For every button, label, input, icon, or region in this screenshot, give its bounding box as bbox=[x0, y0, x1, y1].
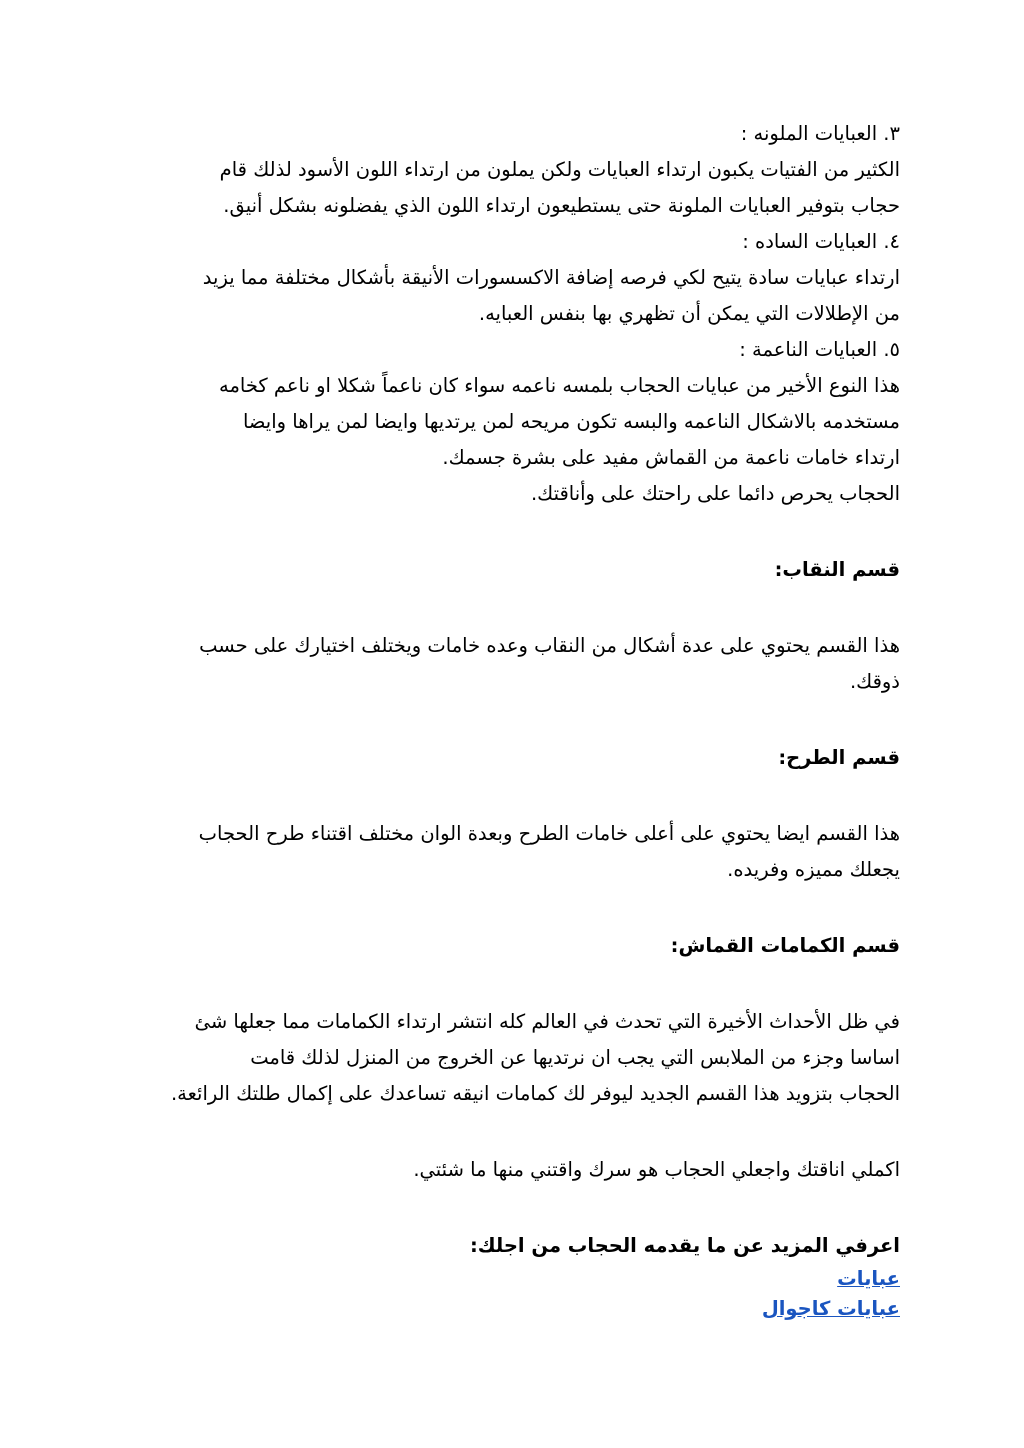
spacer bbox=[120, 964, 900, 1004]
more-heading: اعرفي المزيد عن ما يقدمه الحجاب من اجلك: bbox=[469, 1234, 900, 1257]
tarha-heading: قسم الطرح: bbox=[778, 746, 900, 769]
section-soft-line: الحجاب يحرص دائما على راحتك على وأناقتك. bbox=[530, 482, 900, 505]
section-soft-line: هذا النوع الأخير من عبايات الحجاب بلمسه ناعمه سواء كان ناعماً شكلا او ناعم كخامه bbox=[219, 374, 900, 397]
spacer bbox=[120, 1188, 900, 1228]
tarha-line: هذا القسم ايضا يحتوي على أعلى خامات الطرح وبعدة الوان مختلف اقتناء طرح الحجاب bbox=[198, 822, 900, 845]
link-casual-abayas[interactable]: عبايات كاجوال bbox=[761, 1297, 900, 1320]
masks-line: اساسا وجزء من الملابس التي يجب ان نرتديها عن الخروج من المنزل لذلك قامت bbox=[250, 1046, 900, 1069]
spacer bbox=[120, 888, 900, 928]
spacer bbox=[120, 1112, 900, 1152]
section-plain-line: من الإطلالات التي يمكن أن تظهري بها بنفس العبايه. bbox=[478, 302, 900, 325]
masks-heading: قسم الكمامات القماش: bbox=[670, 934, 900, 957]
related-links bbox=[120, 1264, 900, 1324]
section-soft-title: ٥. العبايات الناعمة : bbox=[739, 338, 900, 361]
section-plain-line: ارتداء عبايات سادة يتيح لكي فرصه إضافة الاكسسورات الأنيقة بأشكال مختلفة مما يزيد bbox=[202, 266, 900, 289]
spacer bbox=[120, 700, 900, 740]
masks-line: في ظل الأحداث الأخيرة التي تحدث في العالم كله انتشر ارتداء الكمامات مما جعلها شئ bbox=[194, 1010, 900, 1033]
spacer bbox=[120, 776, 900, 816]
niqab-heading: قسم النقاب: bbox=[774, 558, 900, 581]
section-soft-line: مستخدمه بالاشكال الناعمه والبسه تكون مريحه لمن يرتديها وايضا لمن يراها وايضا bbox=[242, 410, 900, 433]
tarha-line: يجعلك مميزه وفريده. bbox=[727, 858, 900, 881]
spacer bbox=[120, 588, 900, 628]
section-plain-title: ٤. العبايات الساده : bbox=[742, 230, 900, 253]
link-abayas[interactable]: عبايات bbox=[837, 1267, 900, 1290]
section-colored-title: ٣. العبايات الملونه : bbox=[740, 122, 900, 145]
niqab-line: هذا القسم يحتوي على عدة أشكال من النقاب وعده خامات ويختلف اختيارك على حسب bbox=[199, 634, 900, 657]
niqab-line: ذوقك. bbox=[849, 670, 900, 693]
closing-line: اكملي اناقتك واجعلي الحجاب هو سرك واقتني منها ما شئتي. bbox=[413, 1158, 900, 1181]
section-colored-line: الكثير من الفتيات يكبون ارتداء العبايات ولكن يملون من ارتداء اللون الأسود لذلك قام bbox=[219, 158, 900, 181]
section-soft-line: ارتداء خامات ناعمة من القماش مفيد على بشرة جسمك. bbox=[442, 446, 900, 469]
masks-line: الحجاب بتزويد هذا القسم الجديد ليوفر لك كمامات انيقه تساعدك على إكمال طلتك الرائعة. bbox=[170, 1082, 900, 1105]
document-body bbox=[120, 116, 900, 1324]
spacer bbox=[120, 512, 900, 552]
section-colored-line: حجاب بتوفير العبايات الملونة حتى يستطيعون ارتداء اللون الذي يفضلونه بشكل أنيق. bbox=[223, 194, 900, 217]
